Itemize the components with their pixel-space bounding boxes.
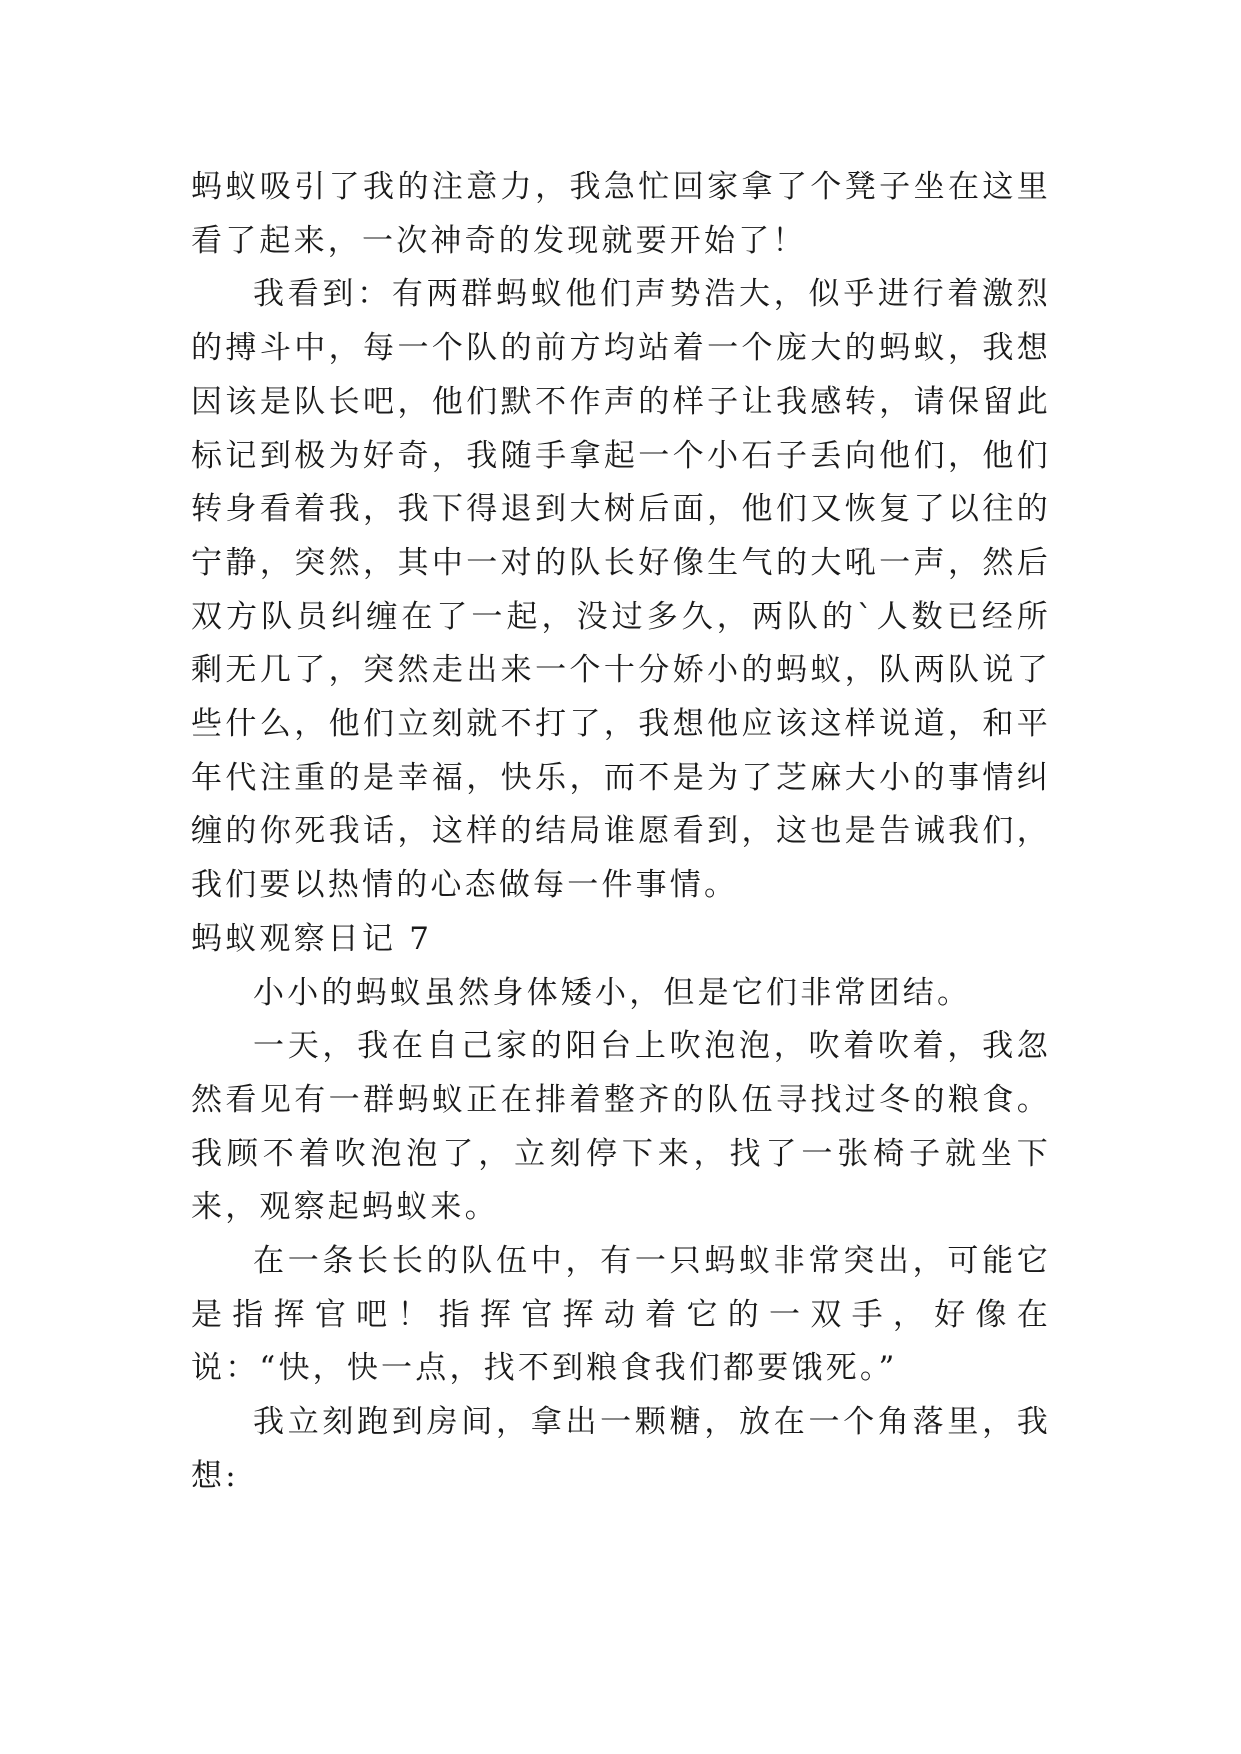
- paragraph-ant-battle: 我看到：有两群蚂蚁他们声势浩大，似乎进行着激烈的搏斗中，每一个队的前方均站着一个庞大的蚂蚁，我想因该是队长吧，他们默不作声的样子让我感转，请保留此标记到极为好奇，我随手拿起一个小石子丢向他们，他们转身看着我，我下得退到大树后面，他们又恢复了以往的宁静，突然，其中一对的队长好像生气的大吼一声，然后双方队员纠缠在了一起，没过多久，两队的`人数已经所剩无几了，突然走出来一个十分娇小的蚂蚁，队两队说了些什么，他们立刻就不打了，我想他应该这样说道，和平年代注重的是幸福，快乐，而不是为了芝麻大小的事情纠缠的你死我话，这样的结局谁愿看到，这也是告诫我们，我们要以热情的心态做每一件事情。: [191, 276, 1051, 904]
- paragraph-balcony: 一天，我在自己家的阳台上吹泡泡，吹着吹着，我忽然看见有一群蚂蚁正在排着整齐的队伍寻找过冬的粮食。我顾不着吹泡泡了，立刻停下来，找了一张椅子就坐下来，观察起蚂蚁来。: [191, 1028, 1051, 1226]
- paragraph-intro: 小小的蚂蚁虽然身体矮小，但是它们非常团结。: [253, 974, 972, 1011]
- section-heading: 蚂蚁观察日记 7: [191, 920, 433, 957]
- paragraph-commander: 在一条长长的队伍中，有一只蚂蚁非常突出，可能它是指挥官吧！指挥官挥动着它的一双手，好像在说：“快，快一点，找不到粮食我们都要饿死。”: [191, 1243, 1051, 1387]
- document-body: [191, 161, 1051, 1504]
- paragraph-candy: 我立刻跑到房间，拿出一颗糖，放在一个角落里，我想:: [191, 1404, 1051, 1494]
- paragraph-continuation: 蚂蚁吸引了我的注意力，我急忙回家拿了个凳子坐在这里看了起来，一次神奇的发现就要开始了！: [191, 169, 1051, 259]
